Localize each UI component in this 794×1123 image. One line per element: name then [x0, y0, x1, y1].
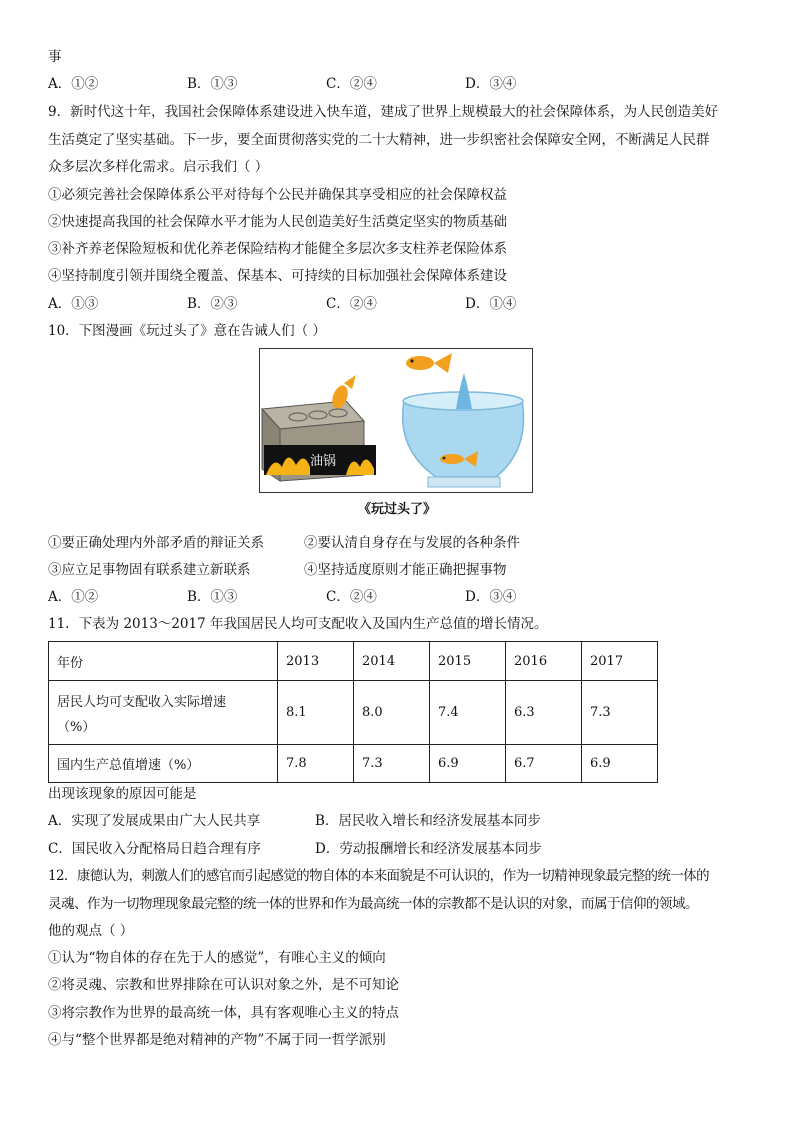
q10-option-d[interactable]: D．③④ — [465, 589, 517, 605]
q9-option-b[interactable]: B．②③ — [187, 296, 238, 312]
q10-option-c[interactable]: C．②④ — [326, 589, 377, 605]
table-header-cell: 年份 — [49, 642, 278, 681]
q12-item: ②将灵魂、宗教和世界排除在可认识对象之外，是不可知论 — [48, 977, 399, 993]
q11-question: 出现该现象的原因可能是 — [48, 786, 197, 802]
question-fragment: 事 — [48, 49, 62, 65]
q12-item: ①认为“物自体的存在先于人的感觉”，有唯心主义的倾向 — [48, 950, 386, 966]
cartoon-image — [259, 348, 533, 493]
oil-pan-label: 油锅 — [310, 454, 337, 469]
q10-stem: 10．下图漫画《玩过头了》意在告诫人们（ ） — [48, 323, 326, 339]
q10-option-b[interactable]: B．①③ — [187, 589, 238, 605]
q11-option-a[interactable]: A．实现了发展成果由广大人民共享 — [48, 813, 261, 829]
table-row — [49, 681, 658, 745]
q11-option-c[interactable]: C．国民收入分配格局日趋合理有序 — [48, 841, 261, 857]
table-cell: 8.1 — [278, 681, 354, 745]
table-row-label — [49, 681, 278, 745]
q10-option-a[interactable]: A．①② — [48, 589, 99, 605]
table-cell: 6.9 — [430, 745, 506, 783]
table-row — [49, 642, 658, 681]
q11-option-b[interactable]: B．居民收入增长和经济发展基本同步 — [315, 813, 541, 829]
q8-option-b[interactable]: B．①③ — [187, 76, 238, 92]
table-cell: 7.4 — [430, 681, 506, 745]
table-row — [49, 745, 658, 783]
q9-stem-line: 众多层次多样化需求。启示我们（ ） — [48, 159, 269, 175]
q12-stem-line: 他的观点（ ） — [48, 923, 134, 939]
cartoon-caption: 《玩过头了》 — [357, 502, 436, 517]
fish-bowl — [403, 401, 524, 477]
q8-option-a[interactable]: A．①② — [48, 76, 99, 92]
table-header-cell: 2014 — [354, 642, 430, 681]
table-cell: 7.3 — [354, 745, 430, 783]
q8-option-d[interactable]: D．③④ — [465, 76, 517, 92]
q10-options — [48, 587, 608, 607]
table-cell: 8.0 — [354, 681, 430, 745]
q9-item: ①必须完善社会保障体系公平对待每个公民并确保其享受相应的社会保障权益 — [48, 187, 507, 203]
q11-options-row — [48, 839, 648, 859]
q10-item: ②要认清自身存在与发展的各种条件 — [304, 535, 520, 551]
q12-item: ④与“整个世界都是绝对精神的产物”不属于同一哲学派别 — [48, 1032, 386, 1048]
table-row-label: 国内生产总值增速（%） — [49, 745, 278, 783]
q11-options-row — [48, 811, 648, 831]
q8-options — [48, 74, 608, 94]
q9-stem-line: 生活奠定了坚实基础。下一步，要全面贯彻落实党的二十大精神，进一步织密社会保障安全网，不断满足人民群 — [48, 132, 710, 148]
fish-icon — [406, 353, 452, 373]
q11-option-d[interactable]: D．劳动报酬增长和经济发展基本同步 — [315, 841, 542, 857]
q9-options — [48, 294, 608, 314]
q12-item: ③将宗教作为世界的最高统一体，具有客观唯心主义的特点 — [48, 1005, 399, 1021]
growth-table — [48, 641, 658, 783]
q10-items-row — [48, 560, 608, 580]
q10-item: ③应立足事物固有联系建立新联系 — [48, 562, 251, 578]
q9-stem-line: 9．新时代这十年，我国社会保障体系建设进入快车道，建成了世界上规模最大的社会保障体系，为人民创造美好 — [48, 104, 719, 120]
table-header-cell: 2015 — [430, 642, 506, 681]
q10-item: ④坚持适度原则才能正确把握事物 — [304, 562, 507, 578]
table-cell: 6.9 — [582, 745, 658, 783]
table-row-label-line: （%） — [57, 719, 96, 735]
q9-item: ③补齐养老保险短板和优化养老保险结构才能健全多层次多支柱养老保险体系 — [48, 241, 507, 257]
water-splash — [456, 373, 472, 409]
q9-option-d[interactable]: D．①④ — [465, 296, 517, 312]
table-cell: 6.7 — [506, 745, 582, 783]
q10-items-row — [48, 533, 608, 553]
q12-stem-line: 灵魂、作为一切物理现象最完整的统一体的世界和作为最高统一体的宗教都不是认识的对象，而属于信仰的领域。 — [48, 896, 698, 912]
q9-option-a[interactable]: A．①③ — [48, 296, 99, 312]
table-row-label-line: 居民人均可支配收入实际增速 — [57, 694, 227, 710]
q8-option-c[interactable]: C．②④ — [326, 76, 377, 92]
table-cell: 7.8 — [278, 745, 354, 783]
q9-option-c[interactable]: C．②④ — [326, 296, 377, 312]
q12-stem-line: 12．康德认为，刺激人们的感官而引起感觉的物自体的本来面貌是不可认识的，作为一切精神现象最完整的统一体的 — [48, 868, 709, 884]
table-header-cell: 2017 — [582, 642, 658, 681]
q9-item: ④坚持制度引领并围绕全覆盖、保基本、可持续的目标加强社会保障体系建设 — [48, 268, 507, 284]
table-cell: 7.3 — [582, 681, 658, 745]
fish-icon — [329, 375, 356, 411]
q10-item: ①要正确处理内外部矛盾的辩证关系 — [48, 535, 264, 551]
table-header-cell: 2013 — [278, 642, 354, 681]
q11-stem: 11．下表为 2013～2017 年我国居民人均可支配收入及国内生产总值的增长情况。 — [48, 616, 548, 632]
table-header-cell: 2016 — [506, 642, 582, 681]
table-cell: 6.3 — [506, 681, 582, 745]
bowl-base — [428, 477, 500, 487]
cartoon-illustration — [260, 349, 532, 492]
q9-item: ②快速提高我国的社会保障水平才能为人民创造美好生活奠定坚实的物质基础 — [48, 214, 507, 230]
